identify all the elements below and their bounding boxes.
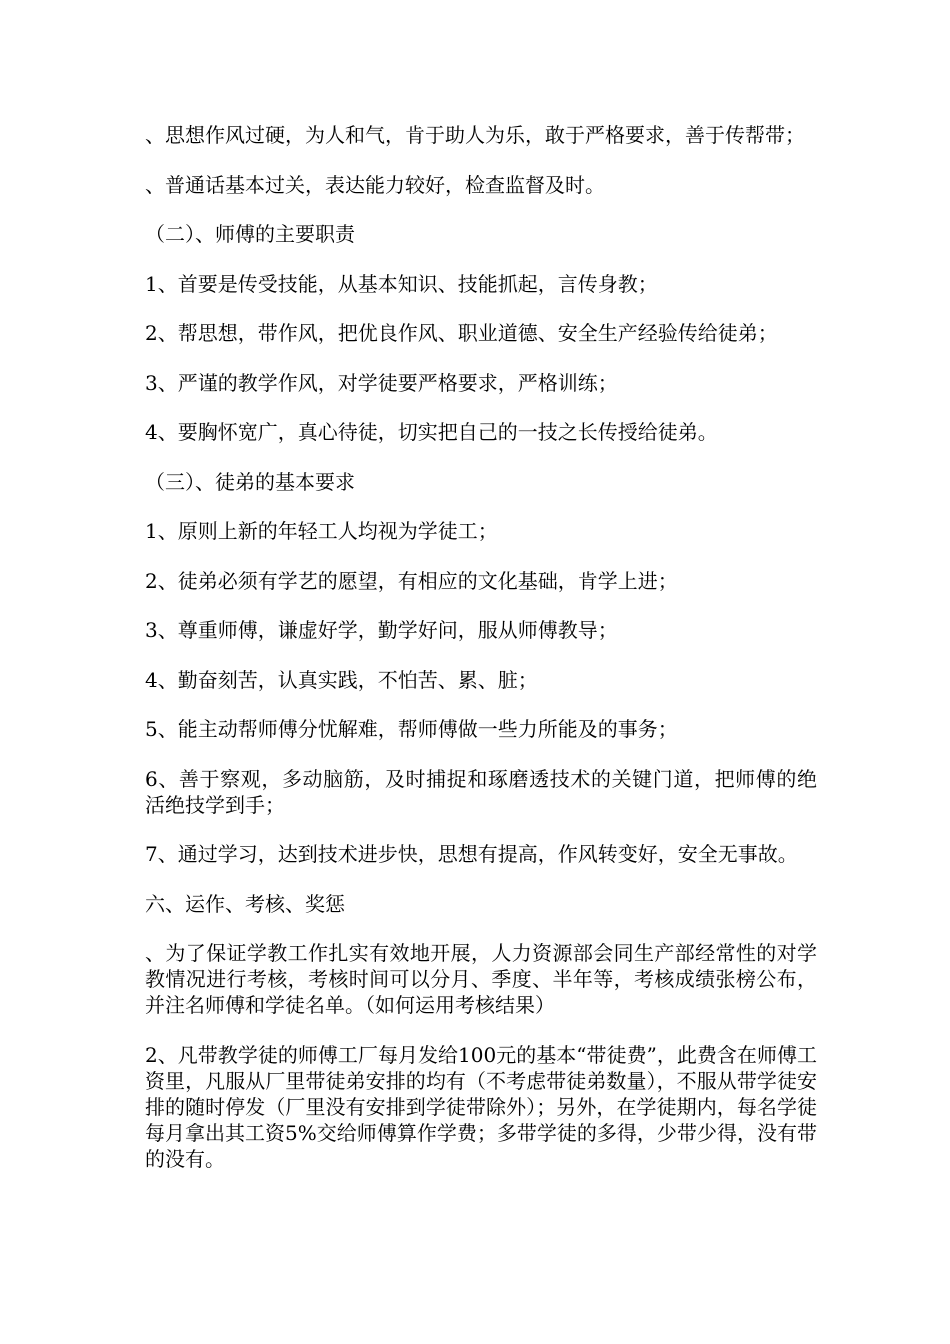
list-item-requirement-4: 4、勤奋刻苦，认真实践，不怕苦、累、脏； xyxy=(145,667,538,692)
document-page xyxy=(145,122,817,1195)
paragraph-assessment: 、为了保证学教工作扎实有效地开展，人力资源部会同生产部经常性的对学教情况进行考核，考核时间可以分月、季度、半年等，考核成绩张榜公布，并注名师傅和学徒名单。（如何运用考核结果） xyxy=(145,941,817,1017)
paragraph-mandarin: 、普通话基本过关，表达能力较好，检查监督及时。 xyxy=(145,172,605,197)
list-item-requirement-7: 7、通过学习，达到技术进步快，思想有提高，作风转变好，安全无事故。 xyxy=(145,842,798,866)
section-heading-operation-assessment: 六、运作、考核、奖惩 xyxy=(145,891,345,916)
paragraph-apprentice-fee: 2、凡带教学徒的师傅工厂每月发给100元的基本“带徒费”，此费含在师傅工资里，凡服从厂里带徒弟安排的均有（不考虑带徒弟数量），不服从带学徒安排的随时停发（厂里没有安排到学徒带除外）；另外，在学徒期内，每名学徒每月拿出其工资5%交给师傅算作学费；多带学徒的多得，少带少得，没有带的没有。 xyxy=(145,1042,817,1171)
list-item-requirement-3: 3、尊重师傅，谦虚好学，勤学好问，服从师傅教导； xyxy=(145,618,618,642)
list-item-requirement-6: 6、善于察观，多动脑筋，及时捕捉和琢磨透技术的关键门道，把师傅的绝活绝技学到手； xyxy=(145,766,817,817)
section-heading-apprentice-requirements: （三）、徒弟的基本要求 xyxy=(145,469,355,494)
list-item-duty-1: 1、首要是传受技能，从基本知识、技能抓起，言传身教； xyxy=(145,271,658,296)
list-item-duty-2: 2、帮思想，带作风，把优良作风、职业道德、安全生产经验传给徒弟； xyxy=(145,321,778,345)
list-item-duty-4: 4、要胸怀宽广，真心待徒，切实把自己的一技之长传授给徒弟。 xyxy=(145,420,718,444)
list-item-requirement-1: 1、原则上新的年轻工人均视为学徒工； xyxy=(145,519,498,543)
list-item-requirement-5: 5、能主动帮师傅分忧解难，帮师傅做一些力所能及的事务； xyxy=(145,717,678,741)
list-item-duty-3: 3、严谨的教学作风，对学徒要严格要求，严格训练； xyxy=(145,370,618,395)
paragraph-teacher-conduct: 、思想作风过硬，为人和气，肯于助人为乐，敢于严格要求，善于传帮带； xyxy=(145,123,805,147)
section-heading-master-duties: （二）、师傅的主要职责 xyxy=(145,222,355,246)
list-item-requirement-2: 2、徒弟必须有学艺的愿望，有相应的文化基础，肯学上进； xyxy=(145,568,678,593)
